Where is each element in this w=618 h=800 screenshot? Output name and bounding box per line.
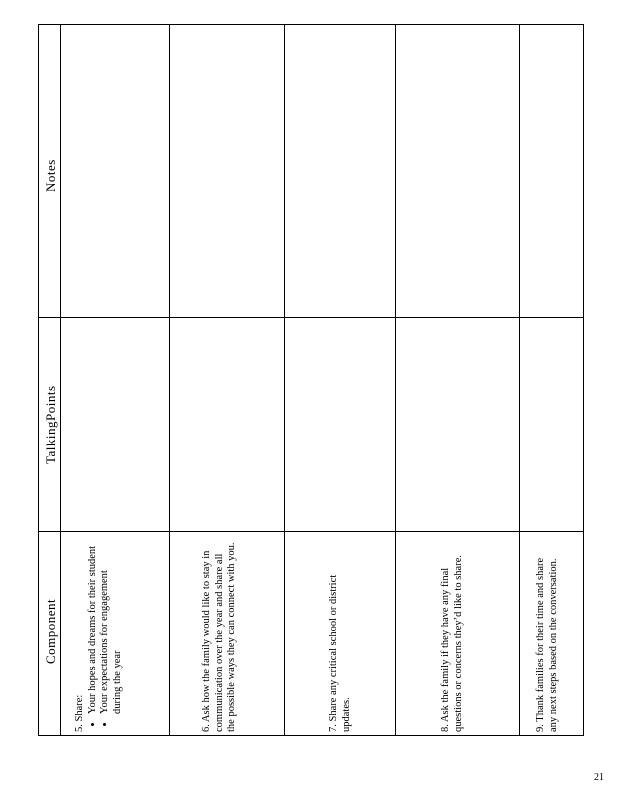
table-border-left (38, 24, 39, 736)
header-notes: Notes (43, 159, 58, 192)
column-divider (38, 531, 584, 532)
page-number: 21 (594, 772, 604, 783)
row-8-component: 8. Ask the family if they have any final questions or concerns they’d like to share. (440, 555, 464, 732)
table-border-right (583, 24, 584, 736)
row-7-component: 7. Share any critical school or district updates. (328, 574, 352, 732)
table-border-bottom (38, 735, 584, 736)
conversation-table (38, 24, 584, 736)
row-divider (169, 24, 170, 736)
row-5-bullets (87, 542, 125, 732)
list-item: • Your hopes and dreams for their student (87, 542, 100, 714)
row-6-component: 6. Ask how the family would like to stay in communication over the year and share all the possible ways they can connect with you. (201, 542, 237, 732)
header-talking-points: TalkingPoints (43, 385, 58, 464)
row-9-component: 9. Thank families for their time and share any next steps based on the conversation. (535, 557, 559, 732)
row-divider (519, 24, 520, 736)
row-divider (284, 24, 285, 736)
header-component: Component (43, 598, 58, 664)
list-item: • Your expectations for engagement during the year (99, 542, 124, 714)
header-column-divider (60, 24, 61, 736)
row-5-component (74, 542, 124, 732)
row-divider (395, 24, 396, 736)
table-border-top (38, 24, 584, 25)
row-5-intro: 5. Share: (74, 694, 85, 732)
column-divider (38, 317, 584, 318)
